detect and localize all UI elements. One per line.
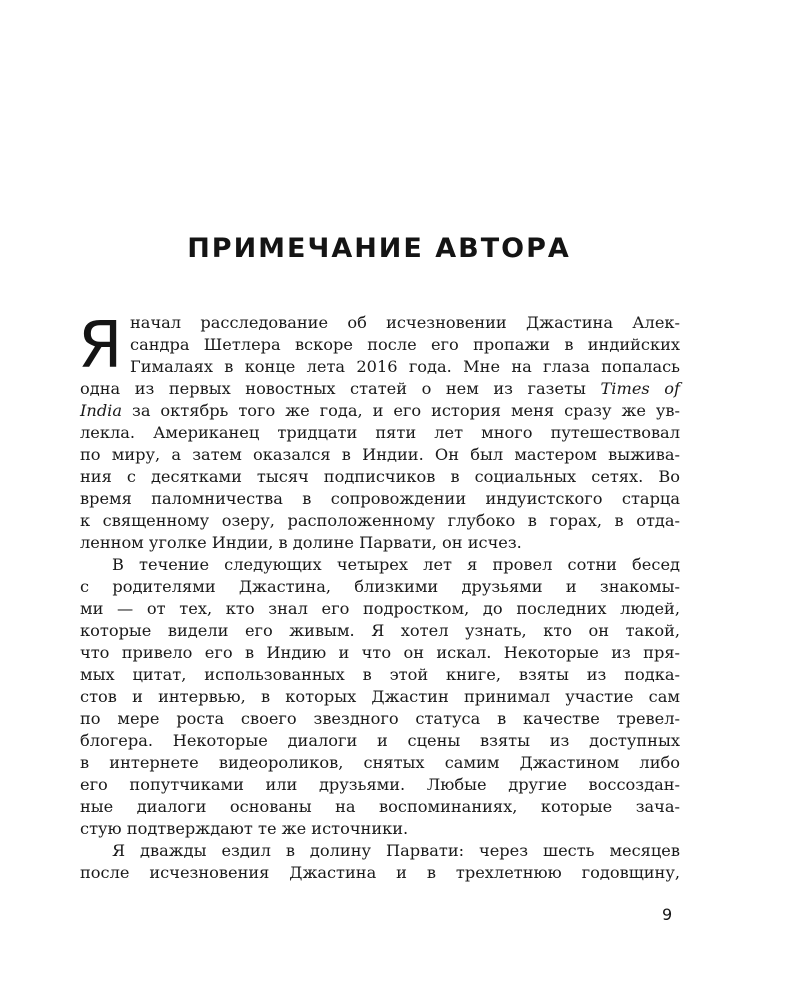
text-line: мых цитат, использованных в этой книге, взяты из подка- [80,665,680,684]
text-line: по мере роста своего звездного статуса в качестве тревел- [80,709,680,728]
text-line: время паломничества в сопровождении индуистского старца [80,489,680,508]
page-number: 9 [662,905,673,924]
text-line [80,378,680,400]
text-line: ленном уголке Индии, в долине Парвати, он исчез. [80,533,522,552]
text-line: лекла. Американец тридцати пяти лет много путешествовал [80,423,680,442]
body-text [78,309,680,884]
text-line: с родителями Джастина, близкими друзьями и знакомы- [80,577,680,596]
text-segment: одна из первых новостных статей о нем из газеты [80,379,586,398]
text-line: что привело его в Индию и что он искал. Некоторые из пря- [80,643,680,662]
text-line [80,400,680,422]
text-line: после исчезновения Джастина и в трехлетнюю годовщину, [80,863,680,882]
text-line: его попутчиками или друзьями. Любые другие воссоздан- [80,775,680,794]
text-line: по миру, а затем оказался в Индии. Он был мастером выжива- [80,445,680,464]
text-line: Я дважды ездил в долину Парвати: через шесть месяцев [112,841,680,860]
text-line: блогера. Некоторые диалоги и сцены взяты из доступных [80,731,680,750]
text-segment: за октябрь того же года, и его история меня сразу же ув- [131,401,680,420]
text-line: сандра Шетлера вскоре после его пропажи в индийских [130,335,680,354]
text-line: ми — от тех, кто знал его подростком, до последних людей, [80,599,680,618]
text-line: стую подтверждают те же источники. [80,819,409,838]
text-line: к священному озеру, расположенному глубоко в горах, в отда- [80,511,680,530]
text-line: начал расследование об исчезновении Джастина Алек- [130,313,680,332]
text-line: стов и интервью, в которых Джастин принимал участие сам [80,687,680,706]
text-line: ные диалоги основаны на воспоминаниях, которые зача- [80,797,680,816]
text-line: ния с десятками тысяч подписчиков в социальных сетях. Во [80,467,680,486]
newspaper-name-part: India [80,401,123,420]
text-line: В течение следующих четырех лет я провел сотни бесед [112,555,680,574]
text-line: которые видели его живым. Я хотел узнать, кто он такой, [80,621,680,640]
text-line: в интернете видеороликов, снятых самим Джастином либо [80,753,680,772]
chapter-title: ПРИМЕЧАНИЕ АВТОРА [187,233,571,264]
newspaper-name-part: Times of [600,379,680,398]
text-line: Гималаях в конце лета 2016 года. Мне на глаза попалась [130,357,680,376]
drop-cap-letter: Я [78,309,123,383]
